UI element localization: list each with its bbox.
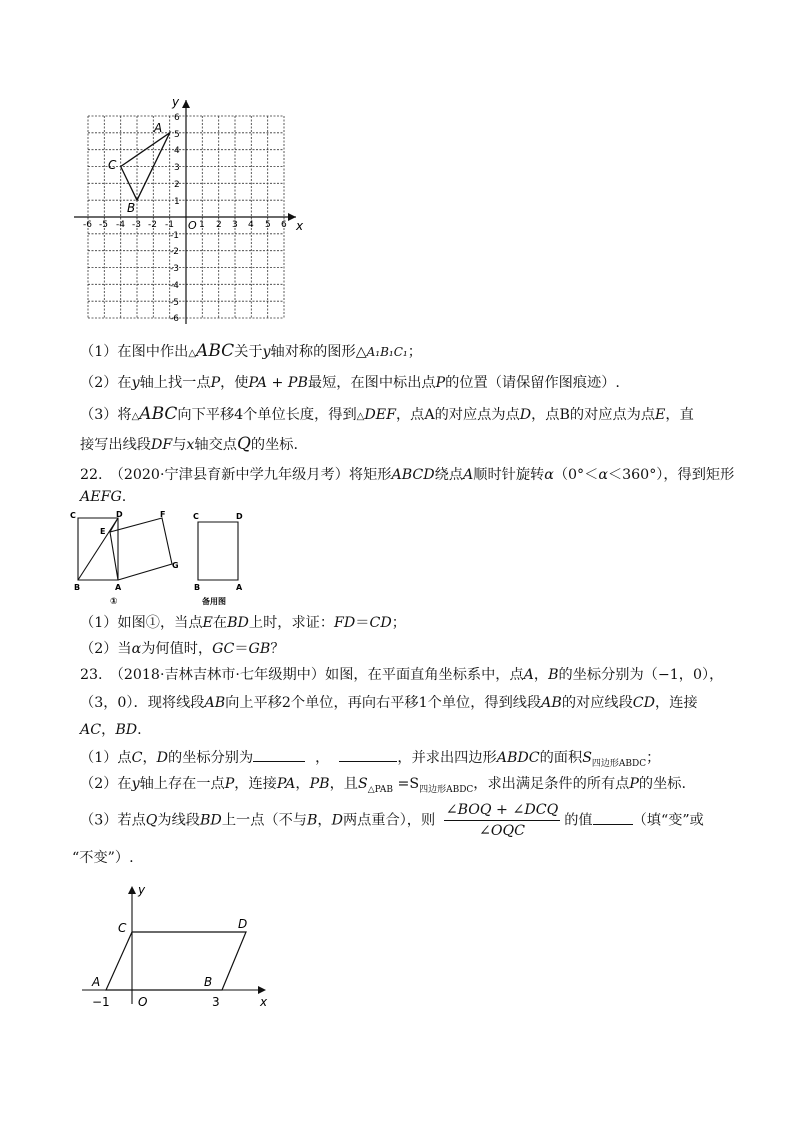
- point-a-label: A: [154, 121, 163, 135]
- q23-p2-p2: P: [629, 776, 639, 792]
- q23-fig-x: x: [260, 995, 268, 1009]
- q23-part2: [80, 774, 686, 800]
- rect-abcd-spare: [198, 522, 238, 580]
- x-axis-label: x: [296, 219, 304, 233]
- coordinate-grid-figure: [70, 92, 310, 327]
- answer-blank[interactable]: [253, 747, 305, 762]
- q21-p3-x: x: [186, 437, 195, 453]
- q22-p1-text3: 上时，求证：: [248, 615, 335, 631]
- x-tick: -2: [148, 220, 157, 230]
- q23-x-axis-arrow: [258, 986, 266, 994]
- q23-part1: [80, 747, 660, 774]
- q22-p1-fd: FD: [334, 615, 356, 631]
- rect-aefg: [110, 518, 172, 580]
- q23-heading-line2: [80, 693, 698, 713]
- q22-p1-text2: 在: [212, 615, 228, 631]
- q23-part3-line2: [72, 848, 134, 868]
- q23-p2-s: S: [357, 776, 368, 792]
- q22-heading-line2: [80, 487, 126, 507]
- q21-p3-def: DEF: [364, 407, 396, 423]
- q22-figure-2: [190, 508, 260, 608]
- q23-heading: [80, 665, 723, 685]
- q22-heading: [80, 465, 734, 485]
- q23-b: B: [548, 667, 559, 683]
- q23-p3-q: Q: [145, 812, 158, 829]
- fraction-numerator: ∠BOQ + ∠DCQ: [444, 800, 561, 821]
- q22-fig1-label-d: D: [116, 510, 123, 519]
- q23-p2-text3: ，连接: [234, 776, 277, 792]
- q23-p2-sub2: 四边形ABDC: [419, 784, 474, 795]
- q23-p1-text3: ，并求出四边形: [397, 750, 497, 766]
- q21-p1-a1b1c1: A₁B₁C₁: [366, 345, 408, 359]
- y-axis-label: y: [172, 95, 180, 109]
- q23-p1-comma2: ，: [315, 750, 330, 766]
- q22-head-text2: 绕点: [434, 467, 464, 483]
- q23-p3-d: D: [331, 812, 343, 829]
- q23-l2-text4: ，连接: [655, 695, 698, 711]
- q22-p2-alpha: α: [131, 641, 142, 657]
- q21-p2-p2: P: [435, 375, 446, 391]
- q23-p3-text5: 的值: [564, 812, 593, 829]
- q21-p1-text2: 关于: [234, 344, 263, 360]
- q23-p3-text3: 上一点（不与: [221, 812, 307, 829]
- q21-part1: [80, 341, 422, 364]
- q23-l2-cd: CD: [632, 695, 655, 711]
- q23-fig-y: y: [138, 883, 146, 897]
- triangle-symbol-3: △: [131, 411, 140, 422]
- q23-p1-text2: 的坐标分别为: [168, 750, 254, 766]
- q22-fig2-caption: 备用图: [202, 597, 226, 606]
- q23-l3-bd: BD: [115, 722, 138, 738]
- answer-blank[interactable]: [339, 747, 397, 762]
- x-tick: 1: [199, 220, 205, 230]
- q23-p2-pa: PA: [276, 776, 296, 792]
- x-tick: 5: [265, 220, 271, 230]
- q23-p1-comma: ，: [142, 750, 157, 766]
- q22-p1-e: E: [202, 615, 213, 631]
- q23-p2-text: （2）在: [80, 776, 132, 792]
- x-axis-arrow: [288, 213, 296, 221]
- q23-p2-text2: 轴上存在一点: [139, 776, 225, 792]
- q23-p3-b: B: [306, 812, 318, 829]
- y-tick-labels: [170, 113, 180, 324]
- q22-p2-text2: 为何值时，: [141, 641, 213, 657]
- q22-alpha: α: [544, 467, 554, 483]
- q21-p1-text3: 轴对称的图形: [270, 344, 356, 360]
- q22-p1-bd: BD: [227, 615, 249, 631]
- q22-p2-end: ？: [270, 641, 285, 657]
- answer-blank[interactable]: [593, 810, 633, 825]
- q21-p2-sum: PA + PB: [248, 375, 308, 391]
- q22-p2-text: （2）当: [80, 641, 132, 657]
- q21-p1-abc: ABC: [196, 341, 235, 361]
- q21-p3-text3: ，点A的对应点为点: [395, 407, 520, 423]
- q22-p2-gc: GC: [212, 641, 235, 657]
- q23-fig-b: B: [204, 975, 213, 989]
- q23-l2-text2: 向上平移2个单位，再向右平移1个单位，得到线段: [225, 695, 542, 711]
- q22-fig1-label-f: F: [160, 510, 166, 519]
- triangle-symbol: △: [188, 348, 197, 359]
- q21-part3-line1: [80, 404, 694, 427]
- q23-p1-d: D: [156, 750, 169, 766]
- q21-p3-text6: 接写出线段: [80, 437, 151, 453]
- q23-fig-a: A: [92, 975, 101, 989]
- q21-p2-text5: 的位置（请保留作图痕迹）.: [445, 375, 620, 391]
- q22-fig1-label-g: G: [172, 561, 179, 570]
- q21-p3-text8: 轴交点: [194, 437, 237, 453]
- fraction-denominator: ∠OQC: [478, 823, 525, 839]
- q23-p3-text6: （填“变”或: [632, 812, 704, 829]
- y-tick: 3: [174, 163, 180, 173]
- q22-p2-eq: ＝: [234, 641, 249, 657]
- q21-p3-abc: ABC: [139, 404, 178, 424]
- triangle-symbol-4: △: [356, 411, 365, 422]
- q23-p2-text5: ，求出满足条件的所有点: [473, 776, 630, 792]
- y-tick: 1: [174, 197, 180, 207]
- x-tick-labels: [83, 220, 287, 230]
- q23-p3-comma: ，: [317, 812, 332, 829]
- q23-l3-end: .: [137, 722, 142, 738]
- q22-alpha2: α: [598, 467, 608, 483]
- x-tick: -1: [165, 220, 174, 230]
- q21-p1-text: （1）在图中作出: [80, 344, 189, 360]
- q23-l2-ab2: AB: [541, 695, 562, 711]
- origin-label: O: [188, 219, 197, 232]
- y-axis-arrow: [182, 100, 190, 108]
- q22-fig1-caption: ①: [110, 597, 118, 607]
- q23-p1-text4: 的面积: [539, 750, 583, 766]
- q22-p2-gb: GB: [248, 641, 271, 657]
- q23-p1-s: S: [582, 750, 592, 766]
- q22-p1-end: ；: [391, 615, 406, 631]
- q23-fig-c: C: [118, 921, 127, 935]
- q23-p2-text4: ，且: [329, 776, 358, 792]
- x-tick: 4: [248, 220, 254, 230]
- q23-l2-text: （3，0）．现将线段: [80, 695, 205, 711]
- q21-p3-text4: ，点B的对应点为点: [531, 407, 656, 423]
- q22-fig2-label-b: B: [194, 583, 201, 592]
- q21-p2-text: （2）在: [80, 375, 132, 391]
- q22-fig1-label-c: C: [70, 511, 76, 520]
- q22-fig2-label-a: A: [236, 583, 243, 592]
- q23-p2-eq: =S: [392, 776, 420, 792]
- q23-l3-ac: AC: [80, 722, 102, 738]
- q22-head-end: .: [121, 489, 127, 505]
- parallelogram-abdc: [106, 932, 246, 990]
- q23-p3-bd: BD: [200, 812, 222, 829]
- x-tick: 6: [281, 220, 287, 230]
- q23-p1-sub: 四边形ABDC: [591, 758, 647, 769]
- q22-head-text3: 顺时针旋转: [473, 467, 545, 483]
- x-tick: -5: [99, 220, 108, 230]
- q21-p2-text2: 轴上找一点: [139, 375, 211, 391]
- q23-p1-end: ；: [646, 750, 661, 766]
- q21-p3-text5: ，直: [665, 407, 694, 423]
- q23-fig-neg1: −1: [92, 995, 110, 1009]
- point-c-label: C: [108, 158, 117, 172]
- q23-comma: ，: [533, 667, 549, 683]
- y-tick: -4: [170, 281, 179, 291]
- q23-head-text2: 的坐标分别为（−1，0），: [558, 667, 724, 683]
- q21-p3-df: DF: [150, 437, 173, 453]
- q23-p1-abdc: ABDC: [496, 750, 540, 766]
- q23-p1-c: C: [131, 750, 143, 766]
- q21-part3-line2: [80, 434, 298, 455]
- q23-l3-comma: ，: [101, 722, 116, 738]
- q23-fig-o: O: [138, 995, 148, 1009]
- q23-p3-text2: 为线段: [157, 812, 200, 829]
- q23-part3: [80, 800, 704, 841]
- x-tick: -3: [132, 220, 141, 230]
- y-tick: -2: [170, 247, 179, 257]
- x-tick: -6: [83, 220, 92, 230]
- q23-p3-text: （3）若点: [80, 812, 146, 829]
- q23-fig-3: 3: [212, 995, 220, 1009]
- y-tick: 6: [174, 113, 180, 123]
- q23-p2-pb: PB: [309, 776, 330, 792]
- q22-fig1-label-a: A: [115, 583, 122, 592]
- q23-l2-text3: 的对应线段: [561, 695, 633, 711]
- q23-fig-d: D: [238, 917, 248, 931]
- q22-head-text4: （0°＜: [553, 467, 599, 483]
- q22-a: A: [463, 467, 474, 483]
- q22-abcd: ABCD: [391, 467, 435, 483]
- q22-p1-eq: ＝: [355, 615, 370, 631]
- q22-p1-cd: CD: [369, 615, 392, 631]
- q21-p3-text9: 的坐标.: [250, 437, 298, 453]
- y-tick: 4: [174, 146, 180, 156]
- q22-fig2-label-d: D: [236, 512, 243, 521]
- q23-p2-y: y: [131, 776, 140, 792]
- q23-figure: [76, 882, 276, 1012]
- q21-p2-p: P: [210, 375, 221, 391]
- diagonal-bd: [78, 518, 118, 580]
- q23-p2-p: P: [224, 776, 235, 792]
- q22-head-text5: ＜360°），得到矩形: [607, 467, 735, 483]
- q21-p2-text4: 最短，在图中标出点: [307, 375, 436, 391]
- q22-part1: [80, 613, 406, 633]
- q22-figure-1: [70, 508, 185, 608]
- q23-heading-line3: [80, 720, 142, 740]
- q23-p2-sub: △PAB: [367, 784, 393, 795]
- q21-p3-q: Q: [236, 434, 251, 454]
- q21-p1-end: ；: [407, 344, 422, 360]
- q23-p3-text4: 两点重合），则: [342, 812, 436, 829]
- q23-p2-end: 的坐标.: [638, 776, 686, 792]
- q21-p3-e: E: [655, 407, 666, 423]
- q23-p2-comma: ，: [295, 776, 310, 792]
- triangle-symbol-2: △: [355, 344, 367, 360]
- y-tick: -3: [170, 264, 179, 274]
- y-tick: 5: [174, 130, 180, 140]
- q21-p2-text3: ，使: [220, 375, 249, 391]
- q22-part2: [80, 639, 285, 659]
- q21-p3-text2: 向下平移4个单位长度，得到: [177, 407, 357, 423]
- x-tick: 3: [232, 220, 238, 230]
- q23-y-axis-arrow: [128, 886, 136, 894]
- q23-head-text: 23. （2018·吉林吉林市·七年级期中）如图，在平面直角坐标系中，点: [80, 667, 524, 683]
- q21-p3-text: （3）将: [80, 407, 132, 423]
- q22-fig1-label-b: B: [74, 583, 81, 592]
- q22-aefg: AEFG: [80, 489, 122, 505]
- point-b-label: B: [127, 201, 136, 215]
- q23-l2-ab: AB: [204, 695, 226, 711]
- q21-p3-text7: 与: [172, 437, 187, 453]
- q22-fig2-label-c: C: [193, 512, 199, 521]
- y-tick: 2: [174, 180, 180, 190]
- q23-a: A: [523, 667, 534, 683]
- fraction-expression: [444, 800, 561, 841]
- q21-p1-y: y: [262, 344, 271, 360]
- q21-p3-d: D: [519, 407, 532, 423]
- q23-p3-text7: “不变”）.: [72, 850, 134, 866]
- x-tick: 2: [216, 220, 222, 230]
- y-tick: -5: [170, 298, 179, 308]
- y-tick: -1: [170, 231, 179, 241]
- q22-fig1-label-e: E: [100, 527, 106, 536]
- q23-p1-text: （1）点: [80, 750, 132, 766]
- q22-head-text: 22. （2020·宁津县育新中学九年级月考）将矩形: [80, 467, 392, 483]
- q22-p1-text: （1）如图①，当点: [80, 615, 203, 631]
- y-tick: -6: [170, 314, 179, 324]
- x-tick: -4: [116, 220, 125, 230]
- q21-part2: [80, 373, 620, 393]
- q21-p2-y: y: [131, 375, 140, 391]
